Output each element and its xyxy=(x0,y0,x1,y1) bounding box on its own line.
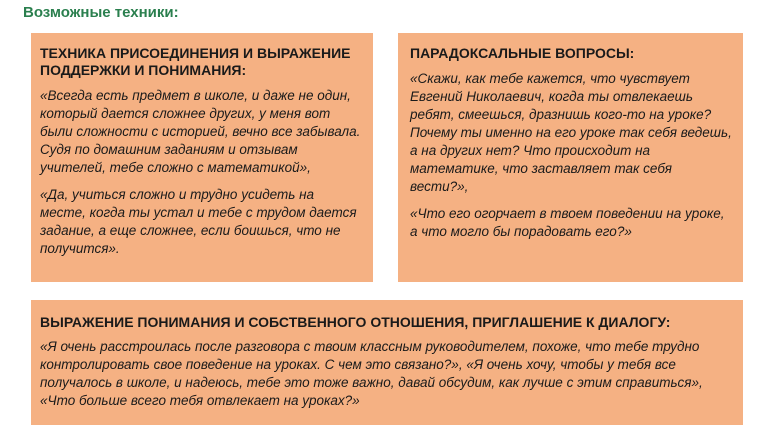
card-title: ТЕХНИКА ПРИСОЕДИНЕНИЯ И ВЫРАЖЕНИЕ ПОДДЕРЖКИ И ПОНИМАНИЯ: xyxy=(40,45,351,78)
page-heading: Возможные техники: xyxy=(23,4,179,21)
technique-card-paradoxical-questions xyxy=(398,33,743,282)
card-example-text: «Скажи, как тебе кажется, что чувствует Евгений Николаевич, когда ты отвлекаешь ребят, смеешься, дразнишь кого-то на уроке? Почему ты именно на его уроке так себя ведешь, а на других нет? Что происходит на математике, что заставляет так себя вести?», xyxy=(410,71,732,194)
card-example-text: «Что его огорчает в твоем поведении на уроке, а что могло бы порадовать его?» xyxy=(410,206,725,239)
technique-card-dialogue-invitation xyxy=(31,300,743,425)
card-title: ПАРАДОКСАЛЬНЫЕ ВОПРОСЫ: xyxy=(410,45,635,61)
card-example-text: «Я очень расстроилась после разговора с твоим классным руководителем, похоже, что тебе трудно контролировать свое поведение на уроках. С чем это связано?», «Я очень хочу, чтобы у тебя все получалось в школе, и надеюсь, тебе это тоже важно, давай обсудим, как лучше с этим справиться», «Что больше всего тебя отвлекает на уроках?» xyxy=(40,339,703,408)
card-example-text: «Да, учиться сложно и трудно усидеть на месте, когда ты устал и тебе с трудом дается задание, а еще сложнее, если боишься, что не получится». xyxy=(40,187,357,256)
card-title: ВЫРАЖЕНИЕ ПОНИМАНИЯ И СОБСТВЕННОГО ОТНОШЕНИЯ, ПРИГЛАШЕНИЕ К ДИАЛОГУ: xyxy=(40,314,671,330)
technique-card-joining xyxy=(31,33,373,282)
card-example-text: «Всегда есть предмет в школе, и даже не один, который дается сложнее других, у меня вот были сложности с историей, вечно все забывала. Судя по домашним заданиям и отзывам учителей, тебе сложно с математикой», xyxy=(40,88,361,175)
